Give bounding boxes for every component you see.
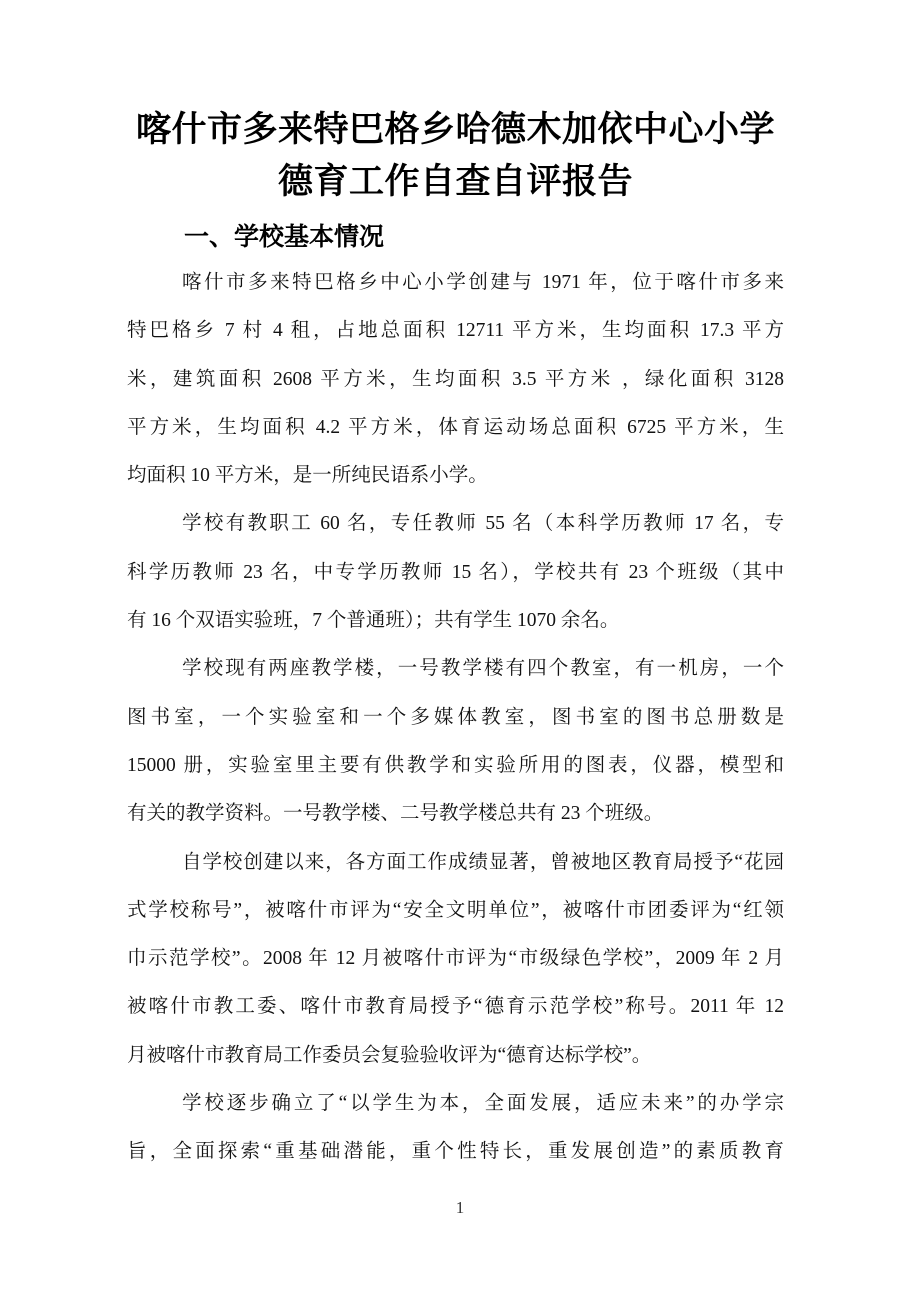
text-line: 月被喀什市教育局工作委员会复验验收评为“德育达标学校”。 <box>127 1044 652 1066</box>
document-content <box>127 0 784 1177</box>
page-number: 1 <box>455 1198 465 1217</box>
text-line: 学校有教职工 60 名，专任教师 55 名（本科学历教师 17 名，专 <box>182 513 784 535</box>
text-line: 米，建筑面积 2608 平方米，生均面积 3.5 平方米 ，绿化面积 3128 <box>127 368 784 390</box>
text-line: 15000 册，实验室里主要有供教学和实验所用的图表，仪器，模型和 <box>127 754 784 776</box>
text-line: 学校逐步确立了“以学生为本，全面发展，适应未来”的办学宗 <box>182 1093 784 1115</box>
text-line: 均面积 10 平方米，是一所纯民语系小学。 <box>127 465 488 487</box>
text-line: 有 16 个双语实验班，7 个普通班）；共有学生 1070 余名。 <box>127 610 620 632</box>
text-line: 特巴格乡 7 村 4 租，占地总面积 12711 平方米，生均面积 17.3 平方 <box>127 320 784 342</box>
text-line: 巾示范学校”。2008 年 12 月被喀什市评为“市级绿色学校”，2009 年 2 月 <box>127 948 784 970</box>
text-line: 式学校称号”，被喀什市评为“安全文明单位”，被喀什市团委评为“红领 <box>127 899 784 921</box>
text-line: 科学历教师 23 名，中专学历教师 15 名），学校共有 23 个班级（其中 <box>127 561 784 583</box>
text-line: 被喀什市教工委、喀什市教育局授予“德育示范学校”称号。2011 年 12 <box>127 996 784 1018</box>
text-line: 学校现有两座教学楼，一号教学楼有四个教室，有一机房，一个 <box>182 658 784 680</box>
document-title-line1: 喀什市多来特巴格乡哈德木加依中心小学 <box>135 110 775 150</box>
text-line: 旨，全面探索“重基础潜能，重个性特长，重发展创造”的素质教育 <box>127 1141 784 1163</box>
text-line: 自学校创建以来，各方面工作成绩显著，曾被地区教育局授予“花园 <box>182 851 784 873</box>
text-line: 有关的教学资料。一号教学楼、二号教学楼总共有 23 个班级。 <box>127 803 664 825</box>
section-heading: 一、学校基本情况 <box>184 222 385 251</box>
document-body <box>127 259 784 1177</box>
text-line: 平方米，生均面积 4.2 平方米，体育运动场总面积 6725 平方米，生 <box>127 416 784 438</box>
text-line: 图书室，一个实验室和一个多媒体教室，图书室的图书总册数是 <box>127 706 784 728</box>
document-title-line2: 德育工作自查自评报告 <box>277 162 633 202</box>
document-title <box>127 104 784 208</box>
text-line: 喀什市多来特巴格乡中心小学创建与 1971 年，位于喀什市多来 <box>182 272 784 293</box>
